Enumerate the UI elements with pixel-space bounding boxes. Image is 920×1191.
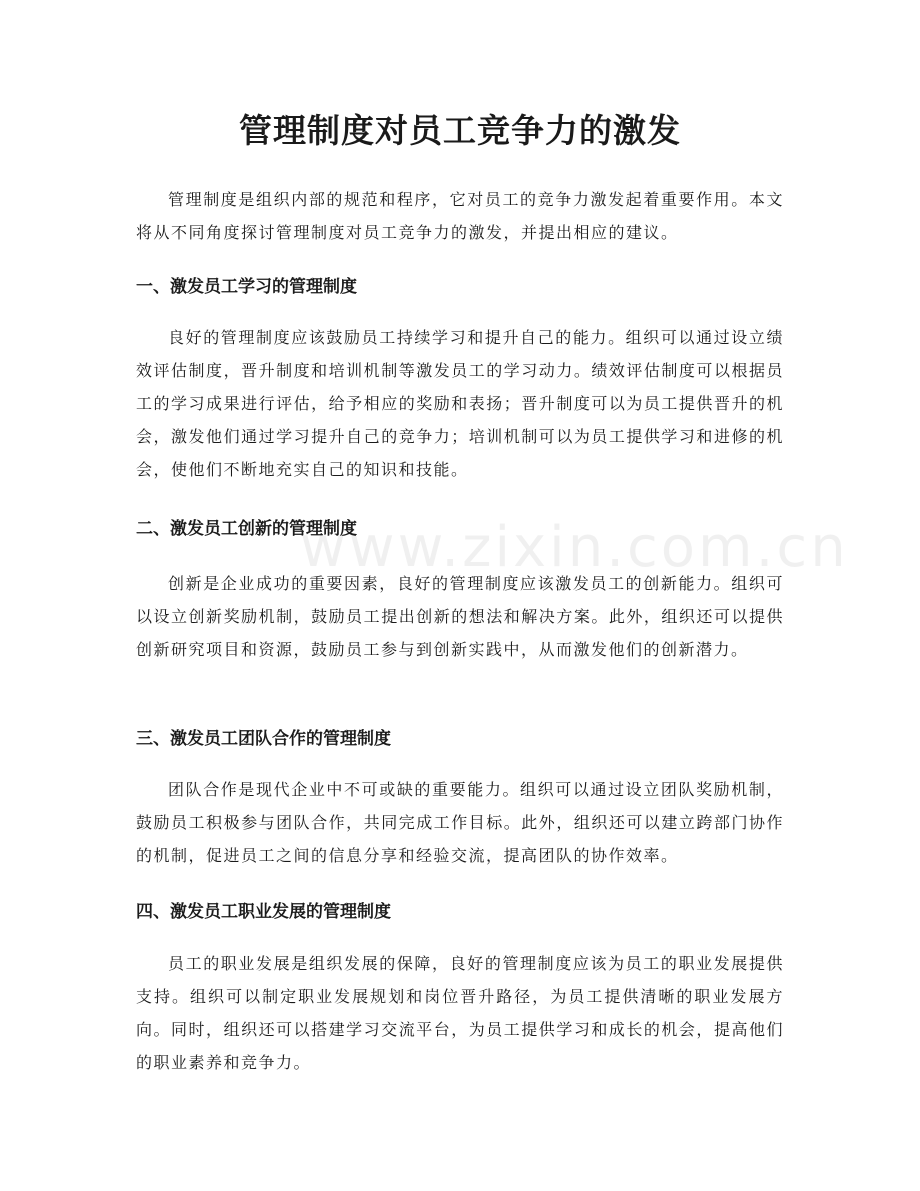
section-4-heading: 四、激发员工职业发展的管理制度 — [136, 902, 391, 922]
section-2-paragraph: 创新是企业成功的重要因素，良好的管理制度应该激发员工的创新能力。组织可以设立创新奖励机制，鼓励员工提出创新的想法和解决方案。此外，组织还可以提供创新研究项目和资源，鼓励员工参与到创新实践中，从而激发他们的创新潜力。 — [136, 574, 784, 659]
intro-paragraph: 管理制度是组织内部的规范和程序，它对员工的竞争力激发起着重要作用。本文将从不同角度探讨管理制度对员工竞争力的激发，并提出相应的建议。 — [136, 190, 784, 242]
section-4-paragraph: 员工的职业发展是组织发展的保障，良好的管理制度应该为员工的职业发展提供支持。组织可以制定职业发展规划和岗位晋升路径，为员工提供清晰的职业发展方向。同时，组织还可以搭建学习交流平台，为员工提供学习和成长的机会，提高他们的职业素养和竞争力。 — [136, 954, 784, 1072]
section-3-heading: 三、激发员工团队合作的管理制度 — [136, 729, 391, 749]
document-title: 管理制度对员工竞争力的激发 — [239, 111, 681, 150]
watermark: www.zixin.com.cn — [300, 515, 849, 580]
section-2-heading: 二、激发员工创新的管理制度 — [136, 519, 357, 539]
section-3-paragraph: 团队合作是现代企业中不可或缺的重要能力。组织可以通过设立团队奖励机制，鼓励员工积极参与团队合作，共同完成工作目标。此外，组织还可以建立跨部门协作的机制，促进员工之间的信息分享和经验交流，提高团队的协作效率。 — [136, 780, 784, 865]
section-1-heading: 一、激发员工学习的管理制度 — [136, 277, 357, 297]
section-1-paragraph: 良好的管理制度应该鼓励员工持续学习和提升自己的能力。组织可以通过设立绩效评估制度，晋升制度和培训机制等激发员工的学习动力。绩效评估制度可以根据员工的学习成果进行评估，给予相应的奖励和表扬；晋升制度可以为员工提供晋升的机会，激发他们通过学习提升自己的竞争力；培训机制可以为员工提供学习和进修的机会，使他们不断地充实自己的知识和技能。 — [136, 328, 784, 479]
